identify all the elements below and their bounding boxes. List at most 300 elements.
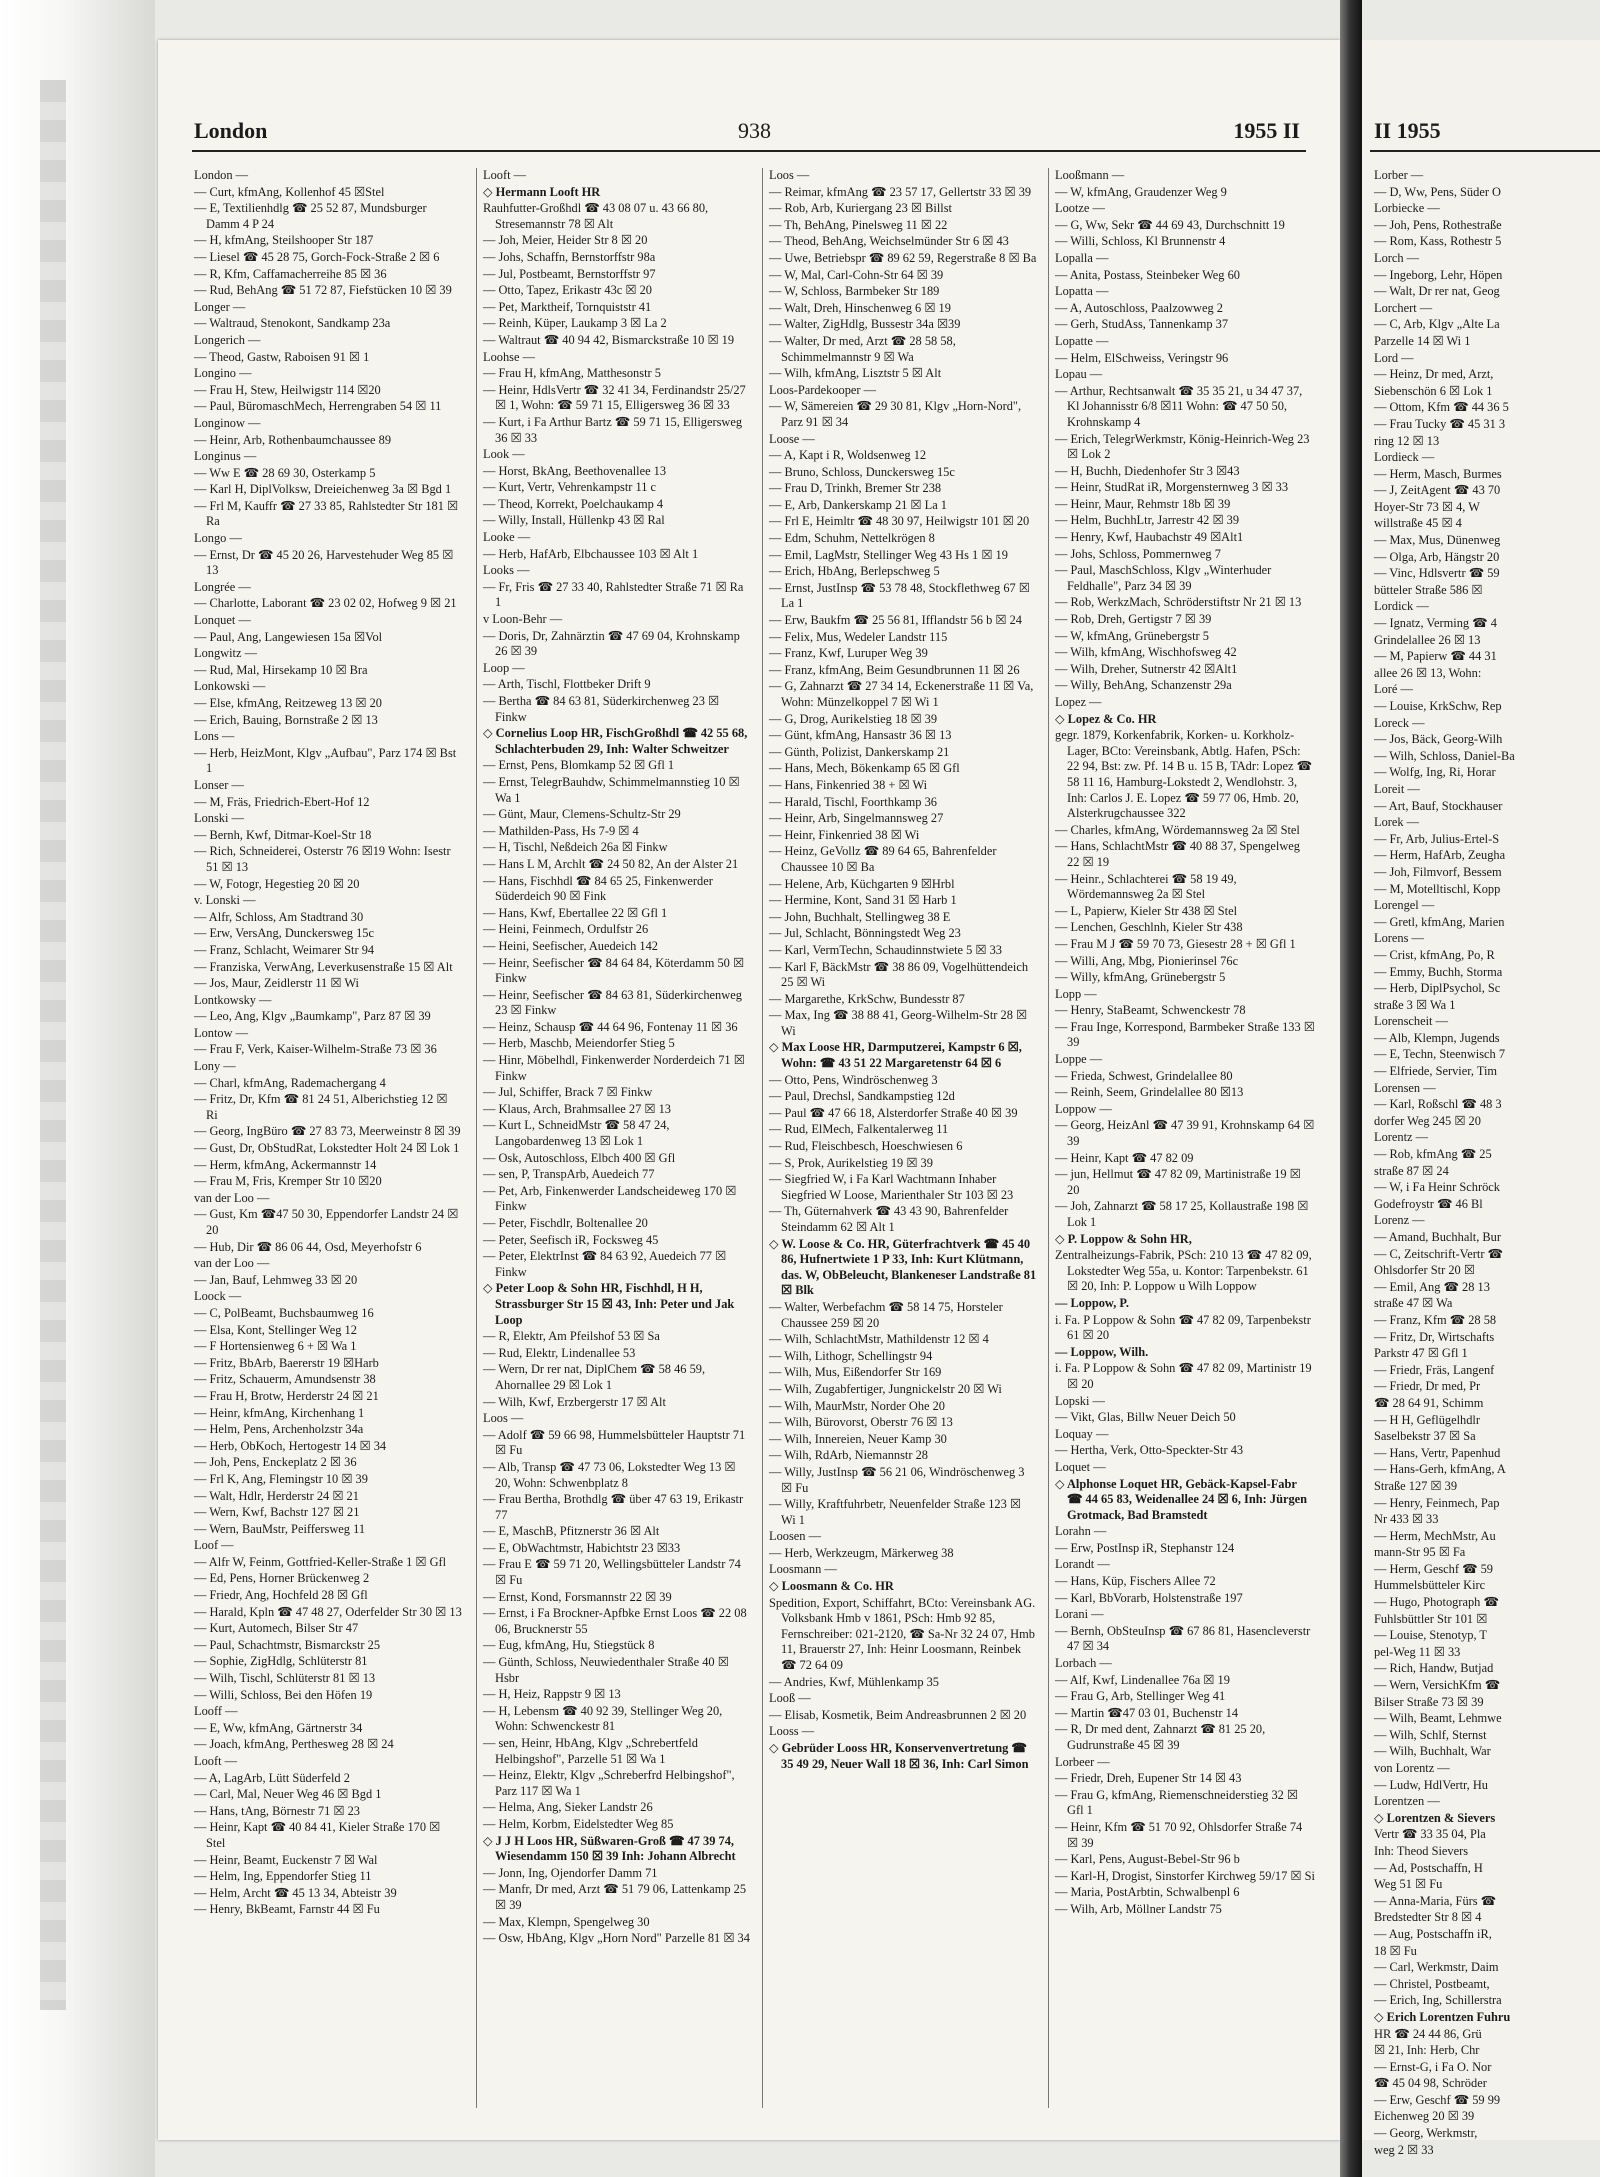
header-rule — [192, 150, 1306, 152]
year-label: 1955 II — [1233, 118, 1300, 143]
directory-entry: — Willy, kfmAng, Grünebergstr 5 — [1055, 970, 1226, 985]
directory-entry: — Frau H, Stew, Heilwigstr 114 ☒20 — [194, 382, 381, 397]
directory-entry: — Wilh, MaurMstr, Norder Ohe 20 — [769, 1398, 946, 1413]
directory-entry: — Alb, Transp ☎ 47 73 06, Lokstedter Weg 13 ☒ 20, Wohn: Schwenbplatz 8 — [483, 1459, 736, 1490]
surname-heading: Lord — — [1374, 350, 1414, 365]
directory-entry: — Ernst, Pens, Blomkamp 52 ☒ Gfl 1 — [483, 758, 675, 773]
directory-entry: — Frau Tucky ☎ 45 31 3 — [1374, 416, 1506, 431]
surname-heading: Looff — — [194, 1704, 238, 1719]
directory-entry: ◇ J J H Loos HR, Süßwaren-Groß ☎ 47 39 74, Wiesendamm 150 ☒ 39 Inh: Johann Albrecht — [483, 1833, 736, 1864]
surname-heading: Lonser — — [194, 777, 244, 792]
surname-heading: Lonkowski — — [194, 679, 266, 694]
directory-entry: — Heinr, Kapt ☎ 47 82 09 — [1055, 1150, 1194, 1165]
directory-entry: — Rud, BehAng ☎ 51 72 87, Fiefstücken 10 ☒ 39 — [194, 283, 452, 298]
directory-entry: — Karl, VermTechn, Schaudinnstwiete 5 ☒ 33 — [769, 942, 1002, 957]
directory-entry: — Johs, Schaffn, Bernstorffstr 98a — [483, 249, 656, 264]
directory-entry: — Doris, Dr, Zahnärztin ☎ 47 69 04, Krohnskamp 26 ☒ 39 — [483, 628, 740, 659]
directory-entry: — Hans, Kwf, Ebertallee 22 ☒ Gfl 1 — [483, 905, 668, 920]
directory-entry: Eichenweg 20 ☒ 39 — [1374, 2109, 1475, 2124]
directory-entry: — W, kfmAng, Grünebergstr 5 — [1055, 628, 1209, 643]
directory-entry: — Wolfg, Ing, Ri, Horar — [1374, 765, 1496, 780]
directory-entry: — Horst, BkAng, Beethovenallee 13 — [483, 463, 667, 478]
surname-heading: Loos-Pardekooper — — [769, 382, 877, 397]
directory-entry: — Erich, HbAng, Berlepschweg 5 — [769, 564, 940, 579]
directory-entry: — Günth, Polizist, Dankerskamp 21 — [769, 744, 950, 759]
directory-entry: — Frau M J ☎ 59 70 73, Giesestr 28 + ☒ Gfl 1 — [1055, 936, 1296, 951]
directory-entry: — R, Dr med dent, Zahnarzt ☎ 81 25 20, Gudrunstraße 45 ☒ 39 — [1055, 1722, 1266, 1752]
directory-entry: — Rob, Arb, Kuriergang 23 ☒ Billst — [769, 201, 952, 216]
directory-entry: — Felix, Mus, Wedeler Landstr 115 — [769, 629, 948, 644]
surname-heading: Longwitz — — [194, 646, 257, 661]
binding-strip — [40, 80, 66, 2010]
surname-heading: Lontow — — [194, 1025, 249, 1040]
directory-entry: bütteler Straße 586 ☒ — [1374, 582, 1483, 597]
directory-entry: ◇ Peter Loop & Sohn HR, Fischhdl, H H, Strassburger Str 15 ☒ 43, Inh: Peter und Jak Loop — [483, 1281, 735, 1327]
directory-entry: — jun, Hellmut ☎ 47 82 09, Martinistraße 19 ☒ 20 — [1055, 1167, 1301, 1197]
directory-entry: straße 87 ☒ 24 — [1374, 1163, 1449, 1178]
directory-entry: — Karl-H, Drogist, Sinstorfer Kirchweg 59/17 ☒ Si — [1055, 1868, 1315, 1883]
surname-heading: Lorani — — [1055, 1607, 1104, 1622]
directory-entry: — Willy, BehAng, Schanzenstr 29a — [1055, 678, 1232, 693]
directory-entry: — Frau H, Brotw, Herderstr 24 ☒ 21 — [194, 1388, 379, 1403]
directory-entry: — D, Ww, Pens, Süder O — [1374, 184, 1501, 199]
directory-entry: ring 12 ☒ 13 — [1374, 433, 1440, 448]
directory-entry: — Hugo, Photograph ☎ — [1374, 1595, 1499, 1610]
directory-entry: i. Fa. P Loppow & Sohn ☎ 47 82 09, Tarpenbekstr 61 ☒ 20 — [1055, 1312, 1311, 1343]
directory-entry: — Ernst, Dr ☎ 45 20 26, Harvestehuder Weg 85 ☒ 13 — [194, 547, 454, 578]
directory-entry: — E, Ww, kfmAng, Gärtnerstr 34 — [194, 1720, 363, 1735]
directory-entry: Weg 51 ☒ Fu — [1374, 1877, 1443, 1892]
directory-entry: — Joh, Pens, Enckeplatz 2 ☒ 36 — [194, 1455, 357, 1470]
directory-entry: — Heinr., Schlachterei ☎ 58 19 49, Wördemannsweg 2a ☒ Stel — [1055, 871, 1237, 902]
directory-entry: — Arth, Tischl, Flottbeker Drift 9 — [483, 677, 651, 692]
directory-entry: — Anna-Maria, Fürs ☎ — [1374, 1893, 1497, 1908]
directory-entry: — Peter, Fischdlr, Boltenallee 20 — [483, 1216, 648, 1230]
directory-entry: — Wilh, SchlachtMstr, Mathildenstr 12 ☒ 4 — [769, 1332, 989, 1347]
directory-entry: — Bernh, ObSteuInsp ☎ 67 86 81, Hasencleverstr 47 ☒ 34 — [1055, 1623, 1311, 1654]
directory-entry: mann-Str 95 ☒ Fa — [1374, 1545, 1466, 1560]
surname-heading: van der Loo — — [194, 1190, 270, 1205]
directory-entry: — Frl K, Ang, Flemingstr 10 ☒ 39 — [194, 1471, 368, 1486]
directory-entry: — Henry, Kwf, Haubachstr 49 ☒Alt1 — [1055, 530, 1244, 545]
directory-entry: — L, Papierw, Kieler Str 438 ☒ Stel — [1055, 903, 1238, 918]
directory-entry: — Frau D, Trinkh, Bremer Str 238 — [769, 481, 942, 496]
directory-entry: — Willy, Install, Hüllenkp 43 ☒ Ral — [483, 513, 665, 528]
directory-entry: — Fritz, Schauerm, Amundsenstr 38 — [194, 1372, 376, 1387]
directory-entry: — Herm, Geschf ☎ 59 — [1374, 1561, 1494, 1576]
directory-entry: — Franz, Kfm ☎ 28 58 — [1374, 1312, 1497, 1327]
directory-entry: — Hub, Dir ☎ 86 06 44, Osd, Meyerhofstr 6 — [194, 1239, 422, 1254]
directory-entry: — Ingeborg, Lehr, Höpen — [1374, 267, 1503, 282]
directory-entry: pel-Weg 11 ☒ 33 — [1374, 1644, 1461, 1659]
directory-entry: — Erich, TelegrWerkmstr, König-Heinrich-Weg 23 ☒ Lok 2 — [1055, 431, 1310, 462]
directory-entry: — Sophie, ZigHdlg, Schlüterstr 81 — [194, 1654, 368, 1669]
directory-entry: — W, i Fa Heinr Schröck — [1374, 1180, 1500, 1195]
surname-heading: Longrée — — [194, 579, 251, 594]
directory-entry: ☒ 21, Inh: Herb, Chr — [1374, 2043, 1480, 2058]
directory-entry: — Kurt, i Fa Arthur Bartz ☎ 59 71 15, Elligersweg 36 ☒ 33 — [483, 414, 743, 445]
directory-entry: — Ludw, HdlVertr, Hu — [1374, 1777, 1488, 1792]
directory-entry: — C, Arb, Klgv „Alte La — [1374, 317, 1500, 332]
directory-entry: — Karl, BbVorarb, Holstenstraße 197 — [1055, 1590, 1243, 1605]
directory-entry: — Frau M, Fris, Kremper Str 10 ☒20 — [194, 1174, 382, 1189]
directory-entry: — Hinr, Möbelhdl, Finkenwerder Norderdeich 71 ☒ Finkw — [483, 1053, 745, 1083]
directory-entry: — Otto, Tapez, Erikastr 43c ☒ 20 — [483, 283, 652, 298]
directory-entry: ◇ Lopez & Co. HR — [1055, 711, 1157, 726]
directory-entry: — Franz, Kwf, Luruper Weg 39 — [769, 646, 928, 661]
directory-entry: — Adolf ☎ 59 66 98, Hummelsbütteler Hauptstr 71 ☒ Fu — [483, 1427, 746, 1458]
directory-entry: — Heinr, kfmAng, Kirchenhang 1 — [194, 1405, 365, 1420]
surname-heading: Lorenscheit — — [1374, 1014, 1448, 1029]
directory-entry: — Helm, Pens, Archenholzstr 34a — [194, 1422, 364, 1437]
directory-entry: — G, Drog, Aurikelstieg 18 ☒ 39 — [769, 711, 938, 726]
surname-heading: Loreit — — [1374, 781, 1420, 796]
surname-heading: Lonski — — [194, 811, 244, 826]
directory-entry: — E, Techn, Steenwisch 7 — [1374, 1047, 1506, 1062]
directory-entry: — Theod, BehAng, Weichselmünder Str 6 ☒ 43 — [769, 234, 1009, 249]
directory-entry: — E, Textilienhdlg ☎ 25 52 87, Mundsburger Damm 4 P 24 — [194, 201, 427, 231]
directory-entry: — Hans, Fischhdl ☎ 84 65 25, Finkenwerder Süderdeich 90 ☒ Fink — [483, 873, 713, 904]
directory-entry: ☎ 45 04 98, Schröder — [1374, 2076, 1487, 2091]
surname-heading: v Loon-Behr — — [483, 612, 563, 627]
directory-entry: — Paul, MaschSchloss, Klgv „Winterhuder Feldhalle", Parz 34 ☒ 39 — [1055, 563, 1272, 593]
directory-entry: — Emil, Ang ☎ 28 13 — [1374, 1279, 1490, 1294]
surname-heading: v. Lonski — — [194, 893, 256, 908]
directory-entry: ◇ Cornelius Loop HR, FischGroßhdl ☎ 42 55 68, Schlachterbuden 29, Inh: Walter Schweitzer — [483, 726, 748, 756]
directory-entry: — Franz, kfmAng, Beim Gesundbrunnen 11 ☒ 26 — [769, 662, 1020, 677]
directory-entry: — sen, P, TranspArb, Auedeich 77 — [483, 1167, 655, 1182]
directory-entry: — Willy, JustInsp ☎ 56 21 06, Windröschenweg 3 ☒ Fu — [769, 1464, 1025, 1495]
directory-entry: — Walt, Dreh, Hinschenweg 6 ☒ 19 — [769, 300, 951, 315]
directory-entry: — Vikt, Glas, Billw Neuer Deich 50 — [1055, 1410, 1236, 1425]
directory-entry: — Willi, Ang, Mbg, Pionierinsel 76c — [1055, 953, 1239, 968]
directory-entry: — Herb, ObKoch, Hertogestr 14 ☒ 34 — [194, 1438, 387, 1453]
directory-entry: — Frau G, Arb, Stellinger Weg 41 — [1055, 1689, 1226, 1704]
directory-entry: — Heini, Feinmech, Ordulfstr 26 — [483, 922, 649, 937]
directory-entry: — Gerh, StudAss, Tannenkamp 37 — [1055, 317, 1229, 332]
directory-entry: — C, PolBeamt, Buchsbaumweg 16 — [194, 1305, 374, 1320]
directory-entry: — Reinh, Küper, Laukamp 3 ☒ La 2 — [483, 316, 667, 331]
directory-entry: — Heinr, Finkenried 38 ☒ Wi — [769, 827, 920, 842]
surname-heading: Looft — — [483, 168, 527, 182]
directory-entry: weg 2 ☒ 33 — [1374, 2142, 1434, 2157]
directory-entry: — Rob, Dreh, Gertigstr 7 ☒ 39 — [1055, 612, 1212, 627]
directory-entry: — Heinr, Kfm ☎ 51 70 92, Ohlsdorfer Straße 74 ☒ 39 — [1055, 1819, 1303, 1850]
directory-entry: — Helene, Arb, Küchgarten 9 ☒Hrbl — [769, 876, 955, 891]
directory-entry: — Ed, Pens, Horner Brückenweg 2 — [194, 1571, 370, 1586]
directory-entry: — Kurt, Vertr, Vehrenkampstr 11 c — [483, 480, 657, 495]
directory-entry: — Walt, Dr rer nat, Geog — [1374, 284, 1500, 299]
directory-entry: ◇ Lorentzen & Sievers — [1374, 1810, 1496, 1825]
directory-entry: — Herb, Werkzeugm, Märkerweg 38 — [769, 1545, 954, 1560]
directory-entry: — Jul, Postbeamt, Bernstorffstr 97 — [483, 266, 656, 281]
directory-entry: — Edm, Schuhm, Nettelkrögen 8 — [769, 531, 935, 546]
directory-entry: — M, Fräs, Friedrich-Ebert-Hof 12 — [194, 794, 370, 809]
directory-entry: — S, Prok, Aurikelstieg 19 ☒ 39 — [769, 1155, 933, 1170]
directory-entry: ◇ Hermann Looft HR — [483, 184, 601, 199]
directory-entry: — Pet, Marktheif, Tornquiststr 41 — [483, 299, 652, 314]
directory-entry: dorfer Weg 245 ☒ 20 — [1374, 1113, 1481, 1128]
directory-entry: — Wilh, RdArb, Niemannstr 28 — [769, 1448, 928, 1463]
directory-entry: — Paul, Schachtmstr, Bismarckstr 25 — [194, 1637, 381, 1652]
directory-entry: — Willy, Kraftfuhrbetr, Neuenfelder Straße 123 ☒ Wi 1 — [769, 1497, 1021, 1527]
surname-heading: Longo — — [194, 531, 242, 546]
directory-entry: — Christel, Postbeamt, — [1374, 1976, 1490, 1991]
directory-entry: — Heinr, Arb, Rothenbaumchaussee 89 — [194, 432, 392, 447]
directory-entry: — Wilh, Beamt, Lehmwe — [1374, 1711, 1502, 1726]
directory-entry: — R, Elektr, Am Pfeilshof 53 ☒ Sa — [483, 1329, 660, 1344]
directory-entry: — Paul, BüromaschMech, Herrengraben 54 ☒ 11 — [194, 399, 442, 414]
surname-heading: Loreck — — [1374, 715, 1425, 730]
directory-entry: — Fr, Fris ☎ 27 33 40, Rahlstedter Straße 71 ☒ Ra 1 — [483, 579, 744, 610]
directory-entry: — Kurt L, SchneidMstr ☎ 58 47 24, Langobardenweg 13 ☒ Lok 1 — [483, 1118, 670, 1149]
directory-entry: — Wilh, Schlf, Sternst — [1374, 1727, 1487, 1742]
directory-entry: — Louise, Stenotyp, T — [1374, 1628, 1488, 1643]
directory-entry: — Joh, Meier, Heider Str 8 ☒ 20 — [483, 233, 648, 248]
directory-entry: — Rom, Kass, Rothestr 5 — [1374, 234, 1502, 249]
surname-heading: Loosen — — [769, 1529, 821, 1544]
directory-entry: — Aug, Postschaffn iR, — [1374, 1926, 1492, 1941]
directory-entry: — Frau G, kfmAng, Riemenschneiderstieg 32 ☒ Gfl 1 — [1055, 1787, 1299, 1818]
directory-entry: — Maria, PostArbtin, Schwalbenpl 6 — [1055, 1885, 1240, 1900]
surname-heading: Lorbiecke — — [1374, 201, 1440, 216]
directory-entry: ◇ Loosmann & Co. HR — [769, 1579, 894, 1594]
directory-entry: — Herb, HeizMont, Klgv „Aufbau", Parz 174 ☒ Bst 1 — [194, 745, 457, 776]
directory-entry: — Herm, HafArb, Zeugha — [1374, 848, 1506, 863]
surname-heading: Lopau — — [1055, 367, 1103, 382]
surname-heading: van der Loo — — [194, 1256, 270, 1271]
directory-entry: — Herb, HafArb, Elbchaussee 103 ☒ Alt 1 — [483, 546, 699, 561]
directory-entry: — Anita, Postass, Steinbeker Weg 60 — [1055, 267, 1240, 282]
directory-entry: — Pet, Arb, Finkenwerder Landscheideweg 170 ☒ Finkw — [483, 1183, 737, 1214]
column-2 — [476, 168, 751, 2108]
directory-entry: — Heini, Seefischer, Auedeich 142 — [483, 938, 658, 953]
directory-entry: — Amand, Buchhalt, Bur — [1374, 1230, 1501, 1244]
directory-entry: — Louise, KrkSchw, Rep — [1374, 699, 1502, 713]
directory-entry: — Wilh, Tischl, Schlüterstr 81 ☒ 13 — [194, 1671, 376, 1686]
surname-heading: Looks — — [483, 563, 530, 578]
directory-entry: — Friedr, Dreh, Eupener Str 14 ☒ 43 — [1055, 1771, 1242, 1786]
directory-entry: — Joh, Filmvorf, Bessem — [1374, 864, 1502, 879]
directory-entry: — Erw, Geschf ☎ 59 99 — [1374, 2092, 1501, 2107]
directory-entry: — Uwe, Betriebspr ☎ 89 62 59, Regerstraße 8 ☒ Ba — [769, 250, 1037, 265]
surname-heading: Lordick — — [1374, 599, 1429, 614]
directory-entry: — Elfriede, Servier, Tim — [1374, 1064, 1498, 1079]
surname-heading: Lorensen — — [1374, 1080, 1436, 1095]
directory-entry: — Wilh, Zugabfertiger, Jungnickelstr 20 ☒ Wi — [769, 1381, 1002, 1396]
surname-heading: Lordieck — — [1374, 450, 1435, 465]
directory-entry: — Herb, Maschb, Meiendorfer Stieg 5 — [483, 1036, 675, 1051]
directory-entry: — Alf, Kwf, Lindenallee 76a ☒ 19 — [1055, 1672, 1230, 1687]
directory-entry: — Harald, Tischl, Foorthkamp 36 — [769, 794, 937, 809]
surname-heading: Longinus — — [194, 449, 257, 464]
directory-entry: — Wilh, Kwf, Erzbergerstr 17 ☒ Alt — [483, 1394, 666, 1409]
directory-entry: — Walt, Hdlr, Herderstr 24 ☒ 21 — [194, 1488, 359, 1503]
directory-entry: — A, LagArb, Lütt Süderfeld 2 — [194, 1770, 350, 1785]
directory-entry: Bredstedter Str 8 ☒ 4 — [1374, 1910, 1482, 1925]
directory-entry: — Max, Ing ☎ 38 88 41, Georg-Wilhelm-Str 28 ☒ Wi — [769, 1008, 1028, 1038]
directory-entry: — H, Tischl, Neßdeich 26a ☒ Finkw — [483, 840, 668, 855]
directory-entry: — Waltraud, Stenokont, Sandkamp 23a — [194, 316, 391, 331]
directory-entry: — Rich, Handw, Butjad — [1374, 1661, 1494, 1676]
directory-entry: — Jos, Maur, Zeidlerstr 11 ☒ Wi — [194, 976, 359, 991]
directory-entry: — Helm, BuchhLtr, Jarrestr 42 ☒ 39 — [1055, 513, 1240, 528]
surname-heading: Loop — — [483, 660, 525, 675]
directory-entry: — Alb, Klempn, Jugends — [1374, 1030, 1500, 1045]
directory-entry: — Th, BehAng, Pinelsweg 11 ☒ 22 — [769, 217, 948, 232]
directory-entry: — Bernh, Kwf, Ditmar-Koel-Str 18 — [194, 827, 372, 842]
surname-heading: London — — [194, 168, 249, 182]
directory-entry: — Heinz, Dr med, Arzt, — [1374, 367, 1494, 382]
directory-entry: — John, Buchhalt, Stellingweg 38 E — [769, 909, 951, 924]
directory-entry: — Loppow, Wilh. — [1055, 1344, 1149, 1359]
surname-heading: Loos — — [769, 168, 810, 182]
directory-entry: — Ignatz, Verming ☎ 4 — [1374, 616, 1497, 631]
directory-entry: — Heinz, Schausp ☎ 44 64 96, Fontenay 11 ☒ 36 — [483, 1019, 738, 1034]
directory-entry: — H H, Geflügelhdlr — [1374, 1412, 1480, 1427]
surname-heading: Lorandt — — [1055, 1557, 1110, 1572]
directory-entry: — Siegfried W, i Fa Karl Wachtmann Inhaber Siegfried W Loose, Marienthaler Str 103 ☒ 23 — [769, 1172, 1014, 1202]
directory-entry: — M, Papierw ☎ 44 31 — [1374, 649, 1497, 664]
surname-heading: Loohse — — [483, 349, 535, 364]
directory-entry: Godefroystr ☎ 46 Bl — [1374, 1196, 1483, 1211]
surname-heading: Looßmann — — [1055, 168, 1125, 182]
surname-heading: Lorber — — [1374, 168, 1424, 182]
directory-entry: — Frau Inge, Korrespond, Barmbeker Straße 133 ☒ 39 — [1055, 1019, 1315, 1050]
surname-heading: Lorahn — — [1055, 1524, 1107, 1539]
directory-entry: — Osw, HbAng, Klgv „Horn Nord" Parzelle 81 ☒ 34 — [483, 1931, 750, 1946]
directory-entry: — Andries, Kwf, Mühlenkamp 35 — [769, 1674, 940, 1689]
surname-heading: Looke — — [483, 530, 531, 545]
directory-entry: — Otto, Pens, Windröschenweg 3 — [769, 1072, 938, 1087]
directory-entry: — Ernst-G, i Fa O. Nor — [1374, 2059, 1492, 2074]
directory-entry: — Frau H, kfmAng, Matthesonstr 5 — [483, 366, 661, 381]
surname-heading: Loré — — [1374, 682, 1413, 697]
directory-entry: — Jul, Schlacht, Bönningstedt Weg 23 — [769, 926, 961, 941]
surname-heading: Lopatta — — [1055, 284, 1109, 299]
directory-entry: — Wilh, Bürovorst, Oberstr 76 ☒ 13 — [769, 1415, 953, 1430]
directory-entry: — Th, Güternahverk ☎ 43 43 90, Bahrenfelder Steindamm 62 ☒ Alt 1 — [769, 1204, 1009, 1234]
directory-entry: — Helm, Ing, Eppendorfer Stieg 11 — [194, 1869, 372, 1884]
directory-entry: — W, Mal, Carl-Cohn-Str 64 ☒ 39 — [769, 267, 944, 282]
directory-entry: ◇ Gebrüder Looss HR, Konservenvertretung ☎ 35 49 29, Neuer Wall 18 ☒ 36, Inh: Carl Simon — [769, 1741, 1029, 1771]
directory-entry: — Jonn, Ing, Ojendorfer Damm 71 — [483, 1865, 658, 1880]
directory-entry: — Carl, Werkmstr, Daim — [1374, 1960, 1499, 1975]
surname-heading: Looss — — [769, 1724, 815, 1739]
directory-entry: — Frl M, Kauffr ☎ 27 33 85, Rahlstedter Str 181 ☒ Ra — [194, 498, 459, 529]
directory-entry: — Georg, HeizAnl ☎ 47 39 91, Krohnskamp 64 ☒ 39 — [1055, 1118, 1315, 1149]
directory-entry: — Frieda, Schwest, Grindelallee 80 — [1055, 1068, 1233, 1083]
surname-heading: Looß — — [769, 1691, 811, 1706]
directory-entry: — Heinr, Kapt ☎ 40 84 41, Kieler Straße 170 ☒ Stel — [194, 1820, 441, 1850]
directory-entry: straße 47 ☒ Wa — [1374, 1296, 1453, 1311]
directory-entry: — Herm, kfmAng, Ackermannstr 14 — [194, 1157, 377, 1172]
directory-entry: — Jan, Bauf, Lehmweg 33 ☒ 20 — [194, 1272, 358, 1287]
surname-heading: Lorens — — [1374, 931, 1424, 946]
directory-page-next — [1362, 40, 1600, 2157]
directory-entry: — Ad, Postschaffn, H — [1374, 1860, 1483, 1875]
directory-entry: — Fritz, Dr, Kfm ☎ 81 24 51, Alberichstieg 12 ☒ Ri — [194, 1092, 448, 1122]
directory-entry: — Gretl, kfmAng, Marien — [1374, 914, 1505, 929]
column-4 — [1048, 168, 1315, 2108]
directory-entry: — Charles, kfmAng, Wördemannsweg 2a ☒ Stel — [1055, 822, 1300, 837]
surname-heading: Lopski — — [1055, 1393, 1105, 1408]
directory-page-938 — [158, 40, 1340, 2140]
surname-heading: Longinow — — [194, 415, 261, 430]
surname-heading: Lorentz — — [1374, 1130, 1429, 1145]
directory-entry: gegr. 1879, Korkenfabrik, Korken- u. Korkholz-Lager, BCto: Vereinsbank, Abtlg. Hafen, PSch: 22 94, Bst: zw. Pf. 14 B u. 15 B, TAdr: Lopez ☎ 58 11 16, Hamburg-Lokstedt 2, Wendlohstr. 3, Inh: Carlos J. E. Lopez ☎ 59 77 06, Hmb. 20, Alsterkrugchaussee 322 — [1055, 728, 1313, 821]
directory-entry: — Hans, Mech, Bökenkamp 65 ☒ Gfl — [769, 761, 960, 776]
directory-entry: ◇ Alphonse Loquet HR, Gebäck-Kapsel-Fabr ☎ 44 65 83, Weidenallee 24 ☒ 6, Inh: Jürgen Grotmack, Bad Bramstedt — [1055, 1476, 1308, 1522]
directory-entry: — Hans, Finkenried 38 + ☒ Wi — [769, 777, 928, 792]
directory-entry: — Wilh, kfmAng, Lisztstr 5 ☒ Alt — [769, 366, 942, 381]
directory-entry: — Rud, Fleischbesch, Hoeschwiesen 6 — [769, 1139, 963, 1154]
directory-entry: — R, Kfm, Caffamacherreihe 85 ☒ 36 — [194, 266, 387, 281]
directory-entry: — Joh, Zahnarzt ☎ 58 17 25, Kollaustraße 198 ☒ Lok 1 — [1055, 1199, 1309, 1229]
directory-entry: — Hans, SchlachtMstr ☎ 40 88 37, Spengelweg 22 ☒ 19 — [1055, 839, 1300, 869]
directory-entry: — Heinr, HdlsVertr ☎ 32 41 34, Ferdinandstr 25/27 ☒ 1, Wohn: ☎ 59 71 15, Elligersweg 36 ☒ 33 — [483, 382, 746, 413]
directory-entry: — Frl E, Heimltr ☎ 48 30 97, Heilwigstr 101 ☒ 20 — [769, 514, 1030, 529]
directory-entry: — Heinz, GeVollz ☎ 89 64 65, Bahrenfelder Chaussee 10 ☒ Ba — [769, 844, 997, 874]
directory-entry: ◇ Erich Lorentzen Fuhru — [1374, 2009, 1511, 2024]
directory-entry: — Ernst, Kond, Forsmannstr 22 ☒ 39 — [483, 1589, 672, 1604]
directory-entry: — Heinr, Arb, Singelmannsweg 27 — [769, 811, 944, 826]
directory-entry: — Carl, Mal, Neuer Weg 46 ☒ Bgd 1 — [194, 1787, 382, 1802]
directory-entry: Straße 127 ☒ 39 — [1374, 1478, 1458, 1493]
directory-entry: — Willi, Schloss, Kl Brunnenstr 4 — [1055, 234, 1226, 249]
directory-entry: — Loppow, P. — [1055, 1295, 1129, 1310]
directory-entry: — Erich, Bauing, Bornstraße 2 ☒ 13 — [194, 712, 378, 727]
directory-entry: — Hans, tAng, Börnestr 71 ☒ 23 — [194, 1803, 360, 1818]
directory-entry: Rauhfutter-Großhdl ☎ 43 08 07 u. 43 66 80, Stresemannstr 78 ☒ Alt — [483, 201, 709, 231]
directory-entry: — Emmy, Buchh, Storma — [1374, 964, 1503, 979]
directory-entry: — Walter, Werbefachm ☎ 58 14 75, Horsteler Chaussee 259 ☒ 20 — [769, 1299, 1003, 1330]
directory-entry: — H, Lebensm ☎ 40 92 39, Stellinger Weg 20, Wohn: Schwenckestr 81 — [483, 1703, 723, 1734]
directory-entry: — Heinr, Beamt, Euckenstr 7 ☒ Wal — [194, 1852, 378, 1867]
directory-entry: — Joh, Pens, Rothestraße — [1374, 217, 1502, 232]
directory-entry: — Willi, Schloss, Bei den Höfen 19 — [194, 1687, 373, 1702]
directory-entry: — E, ObWachtmstr, Habichtstr 23 ☒33 — [483, 1540, 681, 1555]
directory-entry: — Erich, Ing, Schillerstra — [1374, 1993, 1502, 2008]
surname-heading: Lopatte — — [1055, 333, 1109, 348]
directory-entry: — Helm, Korbm, Eidelstedter Weg 85 — [483, 1816, 674, 1831]
directory-entry: — Fr, Arb, Julius-Ertel-S — [1374, 831, 1500, 846]
running-head-city: London — [194, 118, 268, 143]
directory-entry: — Waltraut ☎ 40 94 42, Bismarckstraße 10 ☒ 19 — [483, 332, 735, 347]
directory-entry: — C, Zeitschrift-Vertr ☎ — [1374, 1246, 1503, 1261]
surname-heading: Lopp — — [1055, 986, 1097, 1001]
directory-entry: ◇ Max Loose HR, Darmputzerei, Kampstr 6 ☒, Wohn: ☎ 43 51 22 Margaretenstr 64 ☒ 6 — [769, 1040, 1022, 1071]
surname-heading: Lorenz — — [1374, 1213, 1425, 1228]
directory-entry: — J, ZeitAgent ☎ 43 70 — [1374, 483, 1501, 498]
directory-entry: — Wilh, Lithogr, Schellingstr 94 — [769, 1348, 933, 1363]
book-gutter — [1340, 0, 1362, 2177]
directory-entry: — G, Zahnarzt ☎ 27 34 14, Eckenerstraße 11 ☒ Va, Wohn: Münzelkoppel 7 ☒ Wi 1 — [769, 679, 1034, 709]
directory-entry: 18 ☒ Fu — [1374, 1943, 1417, 1958]
directory-entry: — Wilh, Buchhalt, War — [1374, 1744, 1491, 1759]
directory-entry: — Ernst, i Fa Brockner-Apfbke Ernst Loos ☎ 22 08 06, Brucknerstr 55 — [483, 1606, 747, 1636]
directory-entry: — Alfr W, Feinm, Gottfried-Keller-Straße 1 ☒ Gfl — [194, 1554, 447, 1569]
directory-entry: — Crist, kfmAng, Po, R — [1374, 947, 1495, 962]
surname-heading: Loof — — [194, 1538, 234, 1553]
directory-entry: — Walter, ZigHdlg, Bussestr 34a ☒39 — [769, 317, 961, 332]
directory-entry: — Reinh, Seem, Grindelallee 80 ☒13 — [1055, 1085, 1244, 1100]
directory-entry: — Herm, Masch, Burmes — [1374, 466, 1502, 481]
directory-entry: — Ottom, Kfm ☎ 44 36 5 — [1374, 400, 1509, 415]
directory-entry: — Else, kfmAng, Reitzeweg 13 ☒ 20 — [194, 696, 382, 710]
column-3 — [762, 168, 1037, 2108]
directory-entry: — Günt, Maur, Clemens-Schultz-Str 29 — [483, 807, 681, 822]
